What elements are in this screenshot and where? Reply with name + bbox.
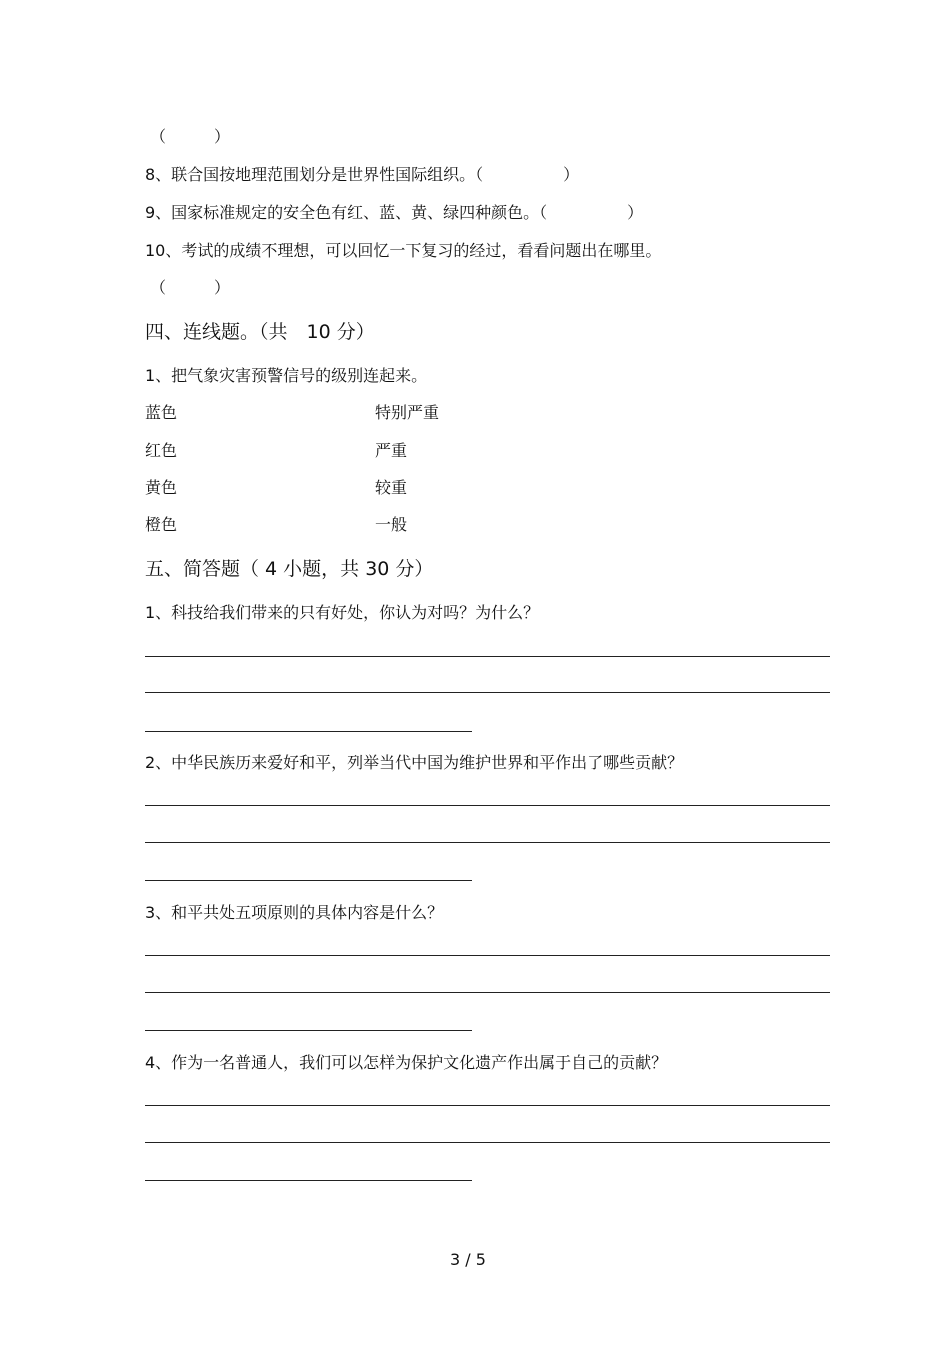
question-8: 8、联合国按地理范围划分是世界性国际组织。（ ）: [145, 165, 580, 184]
answer-line[interactable]: [145, 842, 830, 843]
answer-line[interactable]: [145, 1142, 830, 1143]
matching-right-item: 一般: [375, 515, 408, 534]
answer-line[interactable]: [145, 1030, 472, 1031]
matching-left-item: 橙色: [145, 515, 178, 534]
answer-paren: （ ）: [150, 127, 231, 146]
matching-right-item: 严重: [375, 441, 408, 460]
matching-left-item: 蓝色: [145, 403, 178, 422]
matching-left-item: 红色: [145, 441, 178, 460]
matching-question: 1、把气象灾害预警信号的级别连起来。: [145, 366, 428, 385]
answer-paren: （ ）: [150, 278, 231, 297]
answer-line[interactable]: [145, 656, 830, 657]
answer-line[interactable]: [145, 1105, 830, 1106]
short-answer-question-1: 1、科技给我们带来的只有好处，你认为对吗？为什么？: [145, 603, 540, 622]
short-answer-question-4: 4、作为一名普通人，我们可以怎样为保护文化遗产作出属于自己的贡献？: [145, 1053, 668, 1072]
answer-line[interactable]: [145, 692, 830, 693]
short-answer-question-2: 2、中华民族历来爱好和平，列举当代中国为维护世界和平作出了哪些贡献？: [145, 753, 684, 772]
matching-left-item: 黄色: [145, 478, 178, 497]
section-heading-matching: 四、连线题。（共 10 分）: [145, 321, 375, 343]
section-heading-short-answer: 五、简答题（ 4 小题，共 30 分）: [145, 558, 434, 580]
matching-right-item: 特别严重: [375, 403, 440, 422]
question-9: 9、国家标准规定的安全色有红、蓝、黄、绿四种颜色。（ ）: [145, 203, 644, 222]
page-number: 3 / 5: [450, 1250, 486, 1269]
answer-line[interactable]: [145, 992, 830, 993]
answer-line[interactable]: [145, 955, 830, 956]
answer-line[interactable]: [145, 731, 472, 732]
question-10: 10、考试的成绩不理想，可以回忆一下复习的经过，看看问题出在哪里。: [145, 241, 662, 260]
answer-line[interactable]: [145, 880, 472, 881]
answer-line[interactable]: [145, 805, 830, 806]
matching-right-item: 较重: [375, 478, 408, 497]
answer-line[interactable]: [145, 1180, 472, 1181]
short-answer-question-3: 3、和平共处五项原则的具体内容是什么？: [145, 903, 444, 922]
